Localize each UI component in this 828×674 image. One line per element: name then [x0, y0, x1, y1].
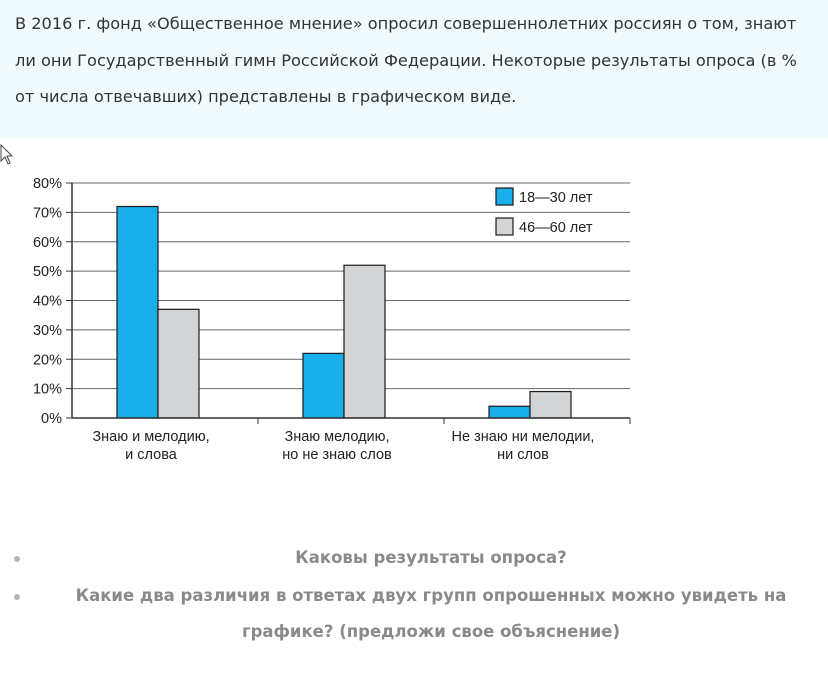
bullet-icon	[14, 594, 20, 600]
bar-chart	[0, 150, 660, 470]
question-item	[0, 578, 828, 650]
bar	[489, 406, 530, 418]
legend-swatch	[496, 218, 513, 235]
bullet-icon	[14, 556, 20, 562]
bar	[344, 265, 385, 418]
intro-panel	[0, 0, 828, 138]
x-tick-label: Знаю мелодию,	[284, 429, 390, 445]
x-tick-label: ни слов	[497, 447, 549, 463]
question-item	[0, 540, 828, 576]
y-tick-label: 60%	[32, 234, 62, 251]
x-tick-label: Знаю и мелодию,	[92, 429, 210, 445]
y-tick-label: 40%	[32, 293, 62, 310]
bar	[530, 392, 571, 418]
bar	[303, 353, 344, 418]
x-tick-label: и слова	[125, 447, 177, 463]
question-text: Каковы результаты опроса?	[295, 548, 567, 567]
y-tick-label: 80%	[32, 176, 62, 192]
question-text: Какие два различия в ответах двух групп опрошенных можно увидеть на графике? (предложи свое объяснение)	[75, 586, 787, 641]
y-tick-label: 10%	[32, 381, 62, 398]
y-tick-label: 30%	[32, 322, 62, 339]
x-tick-label: Не знаю ни мелодии,	[451, 429, 595, 445]
legend-label: 46—60 лет	[519, 220, 593, 236]
x-tick-label: но не знаю слов	[282, 447, 392, 463]
y-tick-label: 0%	[41, 411, 62, 427]
bar	[158, 309, 199, 418]
y-tick-label: 70%	[32, 205, 62, 222]
intro-text: В 2016 г. фонд «Общественное мнение» опросил совершеннолетних россиян о том, знают ли они Государственный гимн Российской Федерации. Некоторые результаты опроса (в % от числа отвечавших) представлены в графическом виде.	[15, 14, 797, 106]
y-tick-label: 50%	[32, 264, 62, 281]
legend-label: 18—30 лет	[519, 190, 593, 206]
y-tick-label: 20%	[32, 352, 62, 369]
question-list	[0, 540, 828, 650]
bar	[117, 207, 158, 419]
legend-swatch	[496, 188, 513, 205]
